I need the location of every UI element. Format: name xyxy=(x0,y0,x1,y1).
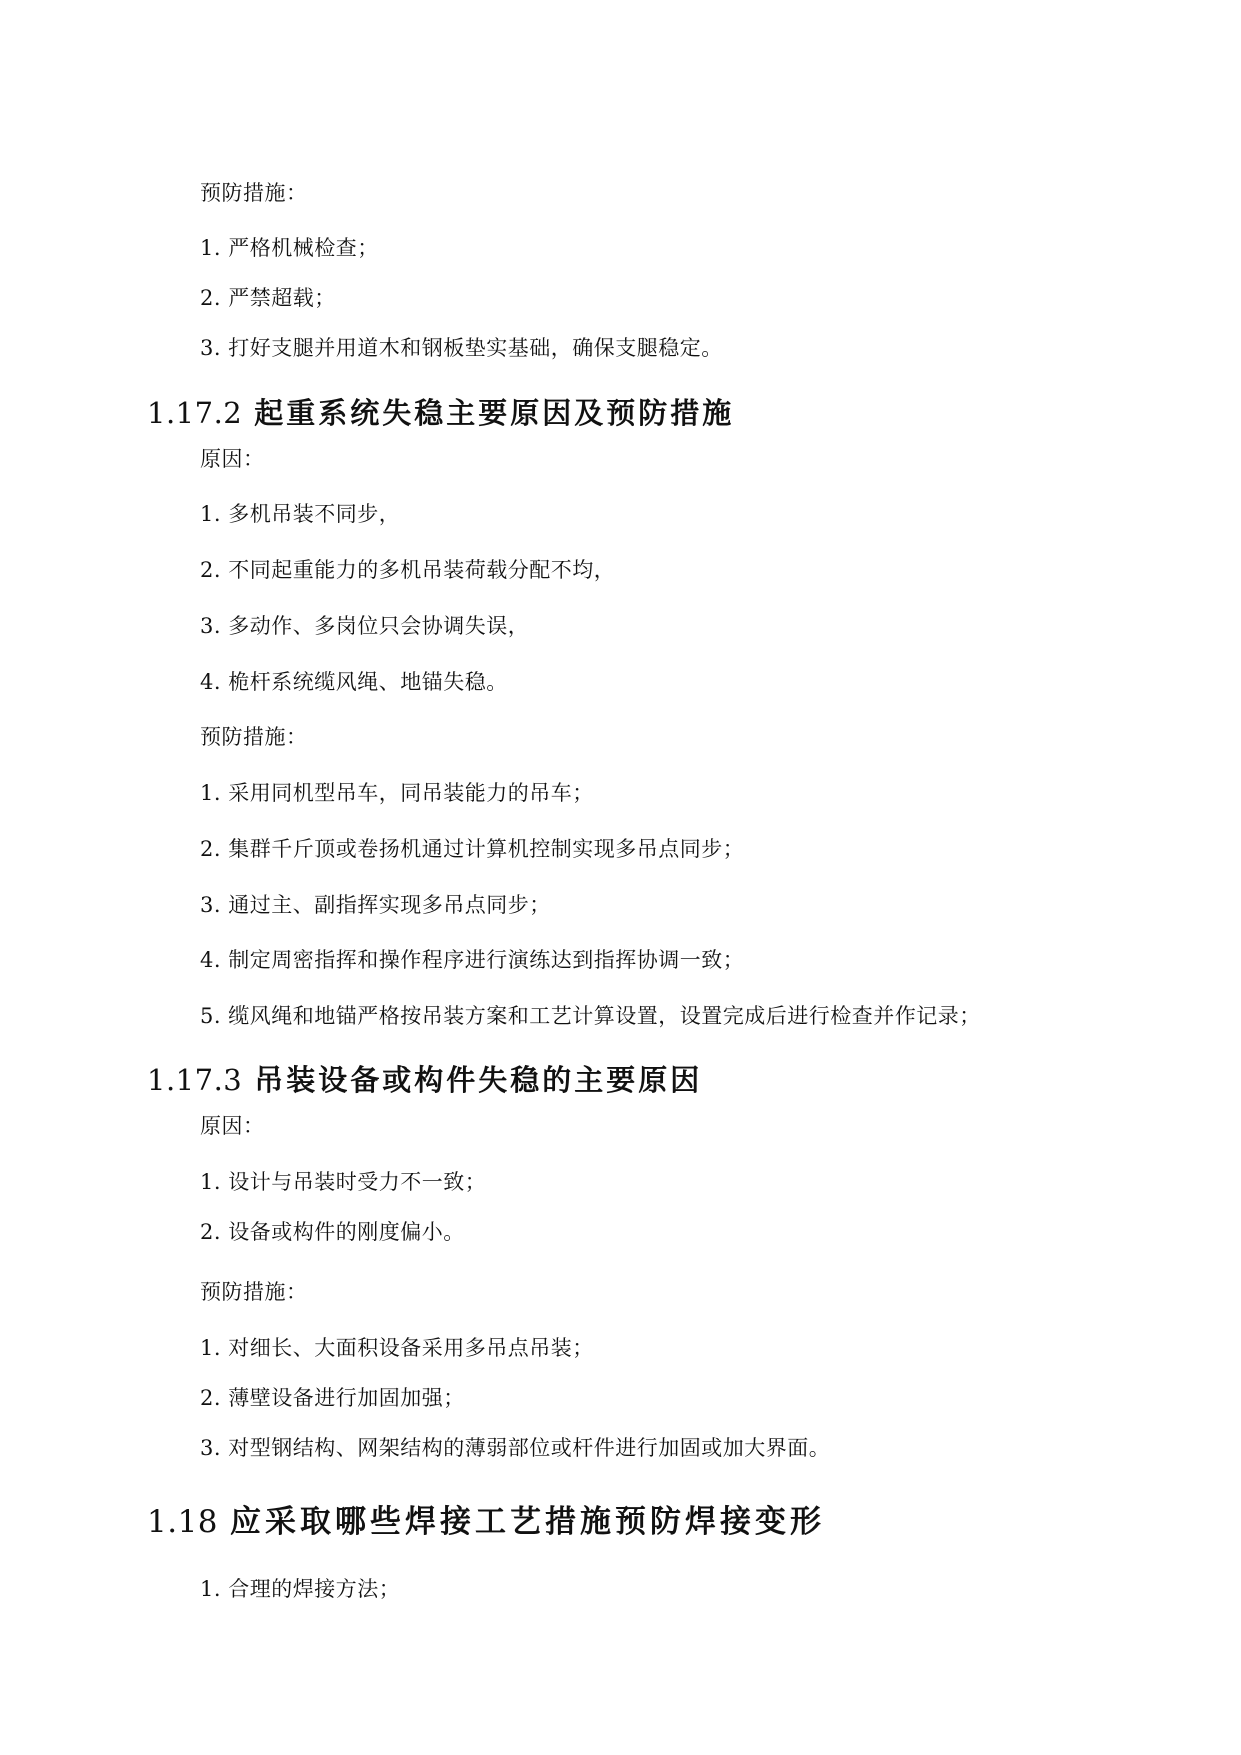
list-item: 3. 对型钢结构、网架结构的薄弱部位或杆件进行加固或加大界面。 xyxy=(200,1436,831,1460)
list-item: 3. 打好支腿并用道木和钢板垫实基础，确保支腿稳定。 xyxy=(200,336,723,360)
list-item: 3. 通过主、副指挥实现多吊点同步； xyxy=(200,893,551,917)
section-heading-1172 xyxy=(147,393,734,433)
list-item: 1. 对细长、大面积设备采用多吊点吊装； xyxy=(200,1336,594,1360)
list-item: 2. 严禁超载； xyxy=(200,286,336,310)
list-item: 1. 采用同机型吊车，同吊装能力的吊车； xyxy=(200,781,594,805)
section-title: 起重系统失稳主要原因及预防措施 xyxy=(254,396,735,430)
list-item: 4. 桅杆系统缆风绳、地锚失稳。 xyxy=(200,670,508,694)
list-item: 1. 严格机械检查； xyxy=(200,236,379,260)
section-title: 吊装设备或构件失稳的主要原因 xyxy=(254,1063,703,1097)
list-item: 2. 不同起重能力的多机吊装荷载分配不均， xyxy=(200,558,616,582)
cause-label: 原因： xyxy=(200,447,265,471)
list-item: 2. 集群千斤顶或卷扬机通过计算机控制实现多吊点同步； xyxy=(200,837,745,861)
list-item: 1. 合理的焊接方法； xyxy=(200,1577,401,1601)
prevention-label: 预防措施： xyxy=(200,725,308,749)
prevention-label: 预防措施： xyxy=(200,181,308,205)
section-number: 1.17.3 xyxy=(147,1063,243,1097)
section-number: 1.17.2 xyxy=(147,396,243,430)
list-item: 4. 制定周密指挥和操作程序进行演练达到指挥协调一致； xyxy=(200,948,745,972)
section-heading-1173 xyxy=(147,1060,702,1100)
list-item: 2. 设备或构件的刚度偏小。 xyxy=(200,1220,465,1244)
cause-label: 原因： xyxy=(200,1114,265,1138)
section-title: 应采取哪些焊接工艺措施预防焊接变形 xyxy=(230,1504,826,1540)
prevention-label: 预防措施： xyxy=(200,1280,308,1304)
list-item: 5. 缆风绳和地锚严格按吊装方案和工艺计算设置，设置完成后进行检查并作记录； xyxy=(200,1004,981,1028)
list-item: 1. 设计与吊装时受力不一致； xyxy=(200,1170,487,1194)
section-heading-118 xyxy=(147,1502,825,1542)
list-item: 3. 多动作、多岗位只会协调失误， xyxy=(200,614,530,638)
section-number: 1.18 xyxy=(147,1504,219,1540)
list-item: 2. 薄壁设备进行加固加强； xyxy=(200,1386,465,1410)
list-item: 1. 多机吊装不同步， xyxy=(200,502,401,526)
